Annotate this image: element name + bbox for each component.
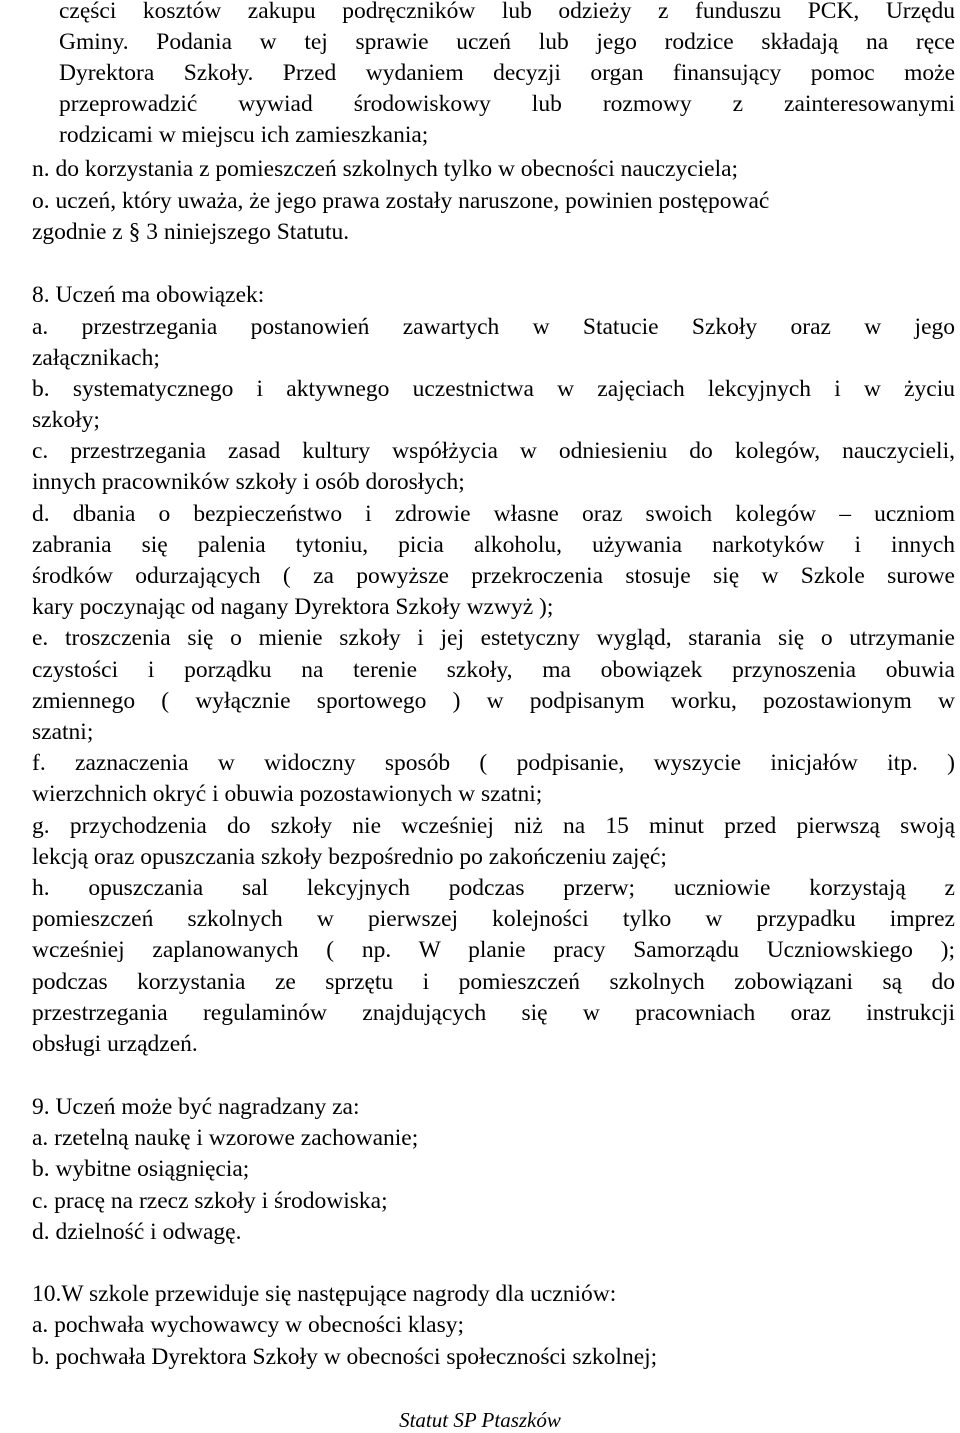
- list-item-n: n. do korzystania z pomieszczeń szkolnych tylko w obecności nauczyciela;: [32, 156, 739, 182]
- list-item-h: h. opuszczania sal lekcyjnych podczas przerw; uczniowie korzystają z: [32, 875, 955, 901]
- text-line: pomieszczeń szkolnych w pierwszej kolejności tylko w przypadku imprez: [32, 906, 955, 932]
- text-line: rodzicami w miejscu ich zamieszkania;: [59, 122, 429, 148]
- list-item-f: f. zaznaczenia w widoczny sposób ( podpisanie, wyszycie inicjałów itp. ): [32, 750, 955, 776]
- text-line: przeprowadzić wywiad środowiskowy lub rozmowy z zainteresowanymi: [59, 91, 955, 117]
- text-line: przestrzegania regulaminów znajdujących się w pracowniach oraz instrukcji: [32, 1000, 955, 1026]
- list-item-d: d. dzielność i odwagę.: [32, 1219, 242, 1245]
- text-line: Gminy. Podania w tej sprawie uczeń lub jego rodzice składają na ręce: [59, 29, 955, 55]
- text-line: szatni;: [32, 719, 94, 745]
- text-line: kary poczynając od nagany Dyrektora Szkoły wzwyż );: [32, 594, 554, 620]
- section-heading-9: 9. Uczeń może być nagradzany za:: [32, 1094, 360, 1120]
- text-line: innych pracowników szkoły i osób dorosłych;: [32, 469, 465, 495]
- list-item-a: a. przestrzegania postanowień zawartych w Statucie Szkoły oraz w jego: [32, 314, 955, 340]
- list-item-b: b. wybitne osiągnięcia;: [32, 1156, 250, 1182]
- text-line: czystości i porządku na terenie szkoły, ma obowiązek przynoszenia obuwia: [32, 657, 955, 683]
- list-item-c: c. pracę na rzecz szkoły i środowiska;: [32, 1188, 388, 1214]
- text-line: podczas korzystania ze sprzętu i pomieszczeń szkolnych zobowiązani są do: [32, 969, 955, 995]
- section-heading-10: 10.W szkole przewiduje się następujące nagrody dla uczniów:: [32, 1281, 617, 1307]
- text-line: załącznikach;: [32, 345, 160, 371]
- list-item-e: e. troszczenia się o mienie szkoły i jej estetyczny wygląd, starania się o utrzymanie: [32, 625, 955, 651]
- text-line: Dyrektora Szkoły. Przed wydaniem decyzji organ finansujący pomoc może: [59, 60, 955, 86]
- text-line: zabrania się palenia tytoniu, picia alkoholu, używania narkotyków i innych: [32, 532, 955, 558]
- page-footer: Statut SP Ptaszków: [399, 1408, 561, 1432]
- text-line: wcześniej zaplanowanych ( np. W planie pracy Samorządu Uczniowskiego );: [32, 937, 955, 963]
- text-line: lekcją oraz opuszczania szkoły bezpośrednio po zakończeniu zajęć;: [32, 844, 667, 870]
- list-item-b: b. pochwała Dyrektora Szkoły w obecności społeczności szkolnej;: [32, 1344, 658, 1370]
- list-item-c: c. przestrzegania zasad kultury współżycia w odniesieniu do kolegów, nauczycieli,: [32, 438, 955, 464]
- list-item-d: d. dbania o bezpieczeństwo i zdrowie własne oraz swoich kolegów – uczniom: [32, 501, 955, 527]
- text-line: szkoły;: [32, 407, 100, 433]
- text-line: części kosztów zakupu podręczników lub odzieży z funduszu PCK, Urzędu: [59, 0, 955, 24]
- list-item-o: o. uczeń, który uważa, że jego prawa zostały naruszone, powinien postępować: [32, 188, 770, 214]
- list-item-a: a. pochwała wychowawcy w obecności klasy;: [32, 1312, 464, 1338]
- text-line: środków odurzających ( za powyższe przekroczenia stosuje się w Szkole surowe: [32, 563, 955, 589]
- list-item-b: b. systematycznego i aktywnego uczestnictwa w zajęciach lekcyjnych i w życiu: [32, 376, 955, 402]
- section-heading-8: 8. Uczeń ma obowiązek:: [32, 282, 265, 308]
- text-line: zmiennego ( wyłącznie sportowego ) w podpisanym worku, pozostawionym w: [32, 688, 955, 714]
- list-item-a: a. rzetelną naukę i wzorowe zachowanie;: [32, 1125, 419, 1151]
- text-line: wierzchnich okryć i obuwia pozostawionych w szatni;: [32, 781, 543, 807]
- text-line: obsługi urządzeń.: [32, 1031, 198, 1057]
- text-line: zgodnie z § 3 niniejszego Statutu.: [32, 219, 350, 245]
- list-item-g: g. przychodzenia do szkoły nie wcześniej niż na 15 minut przed pierwszą swoją: [32, 813, 955, 839]
